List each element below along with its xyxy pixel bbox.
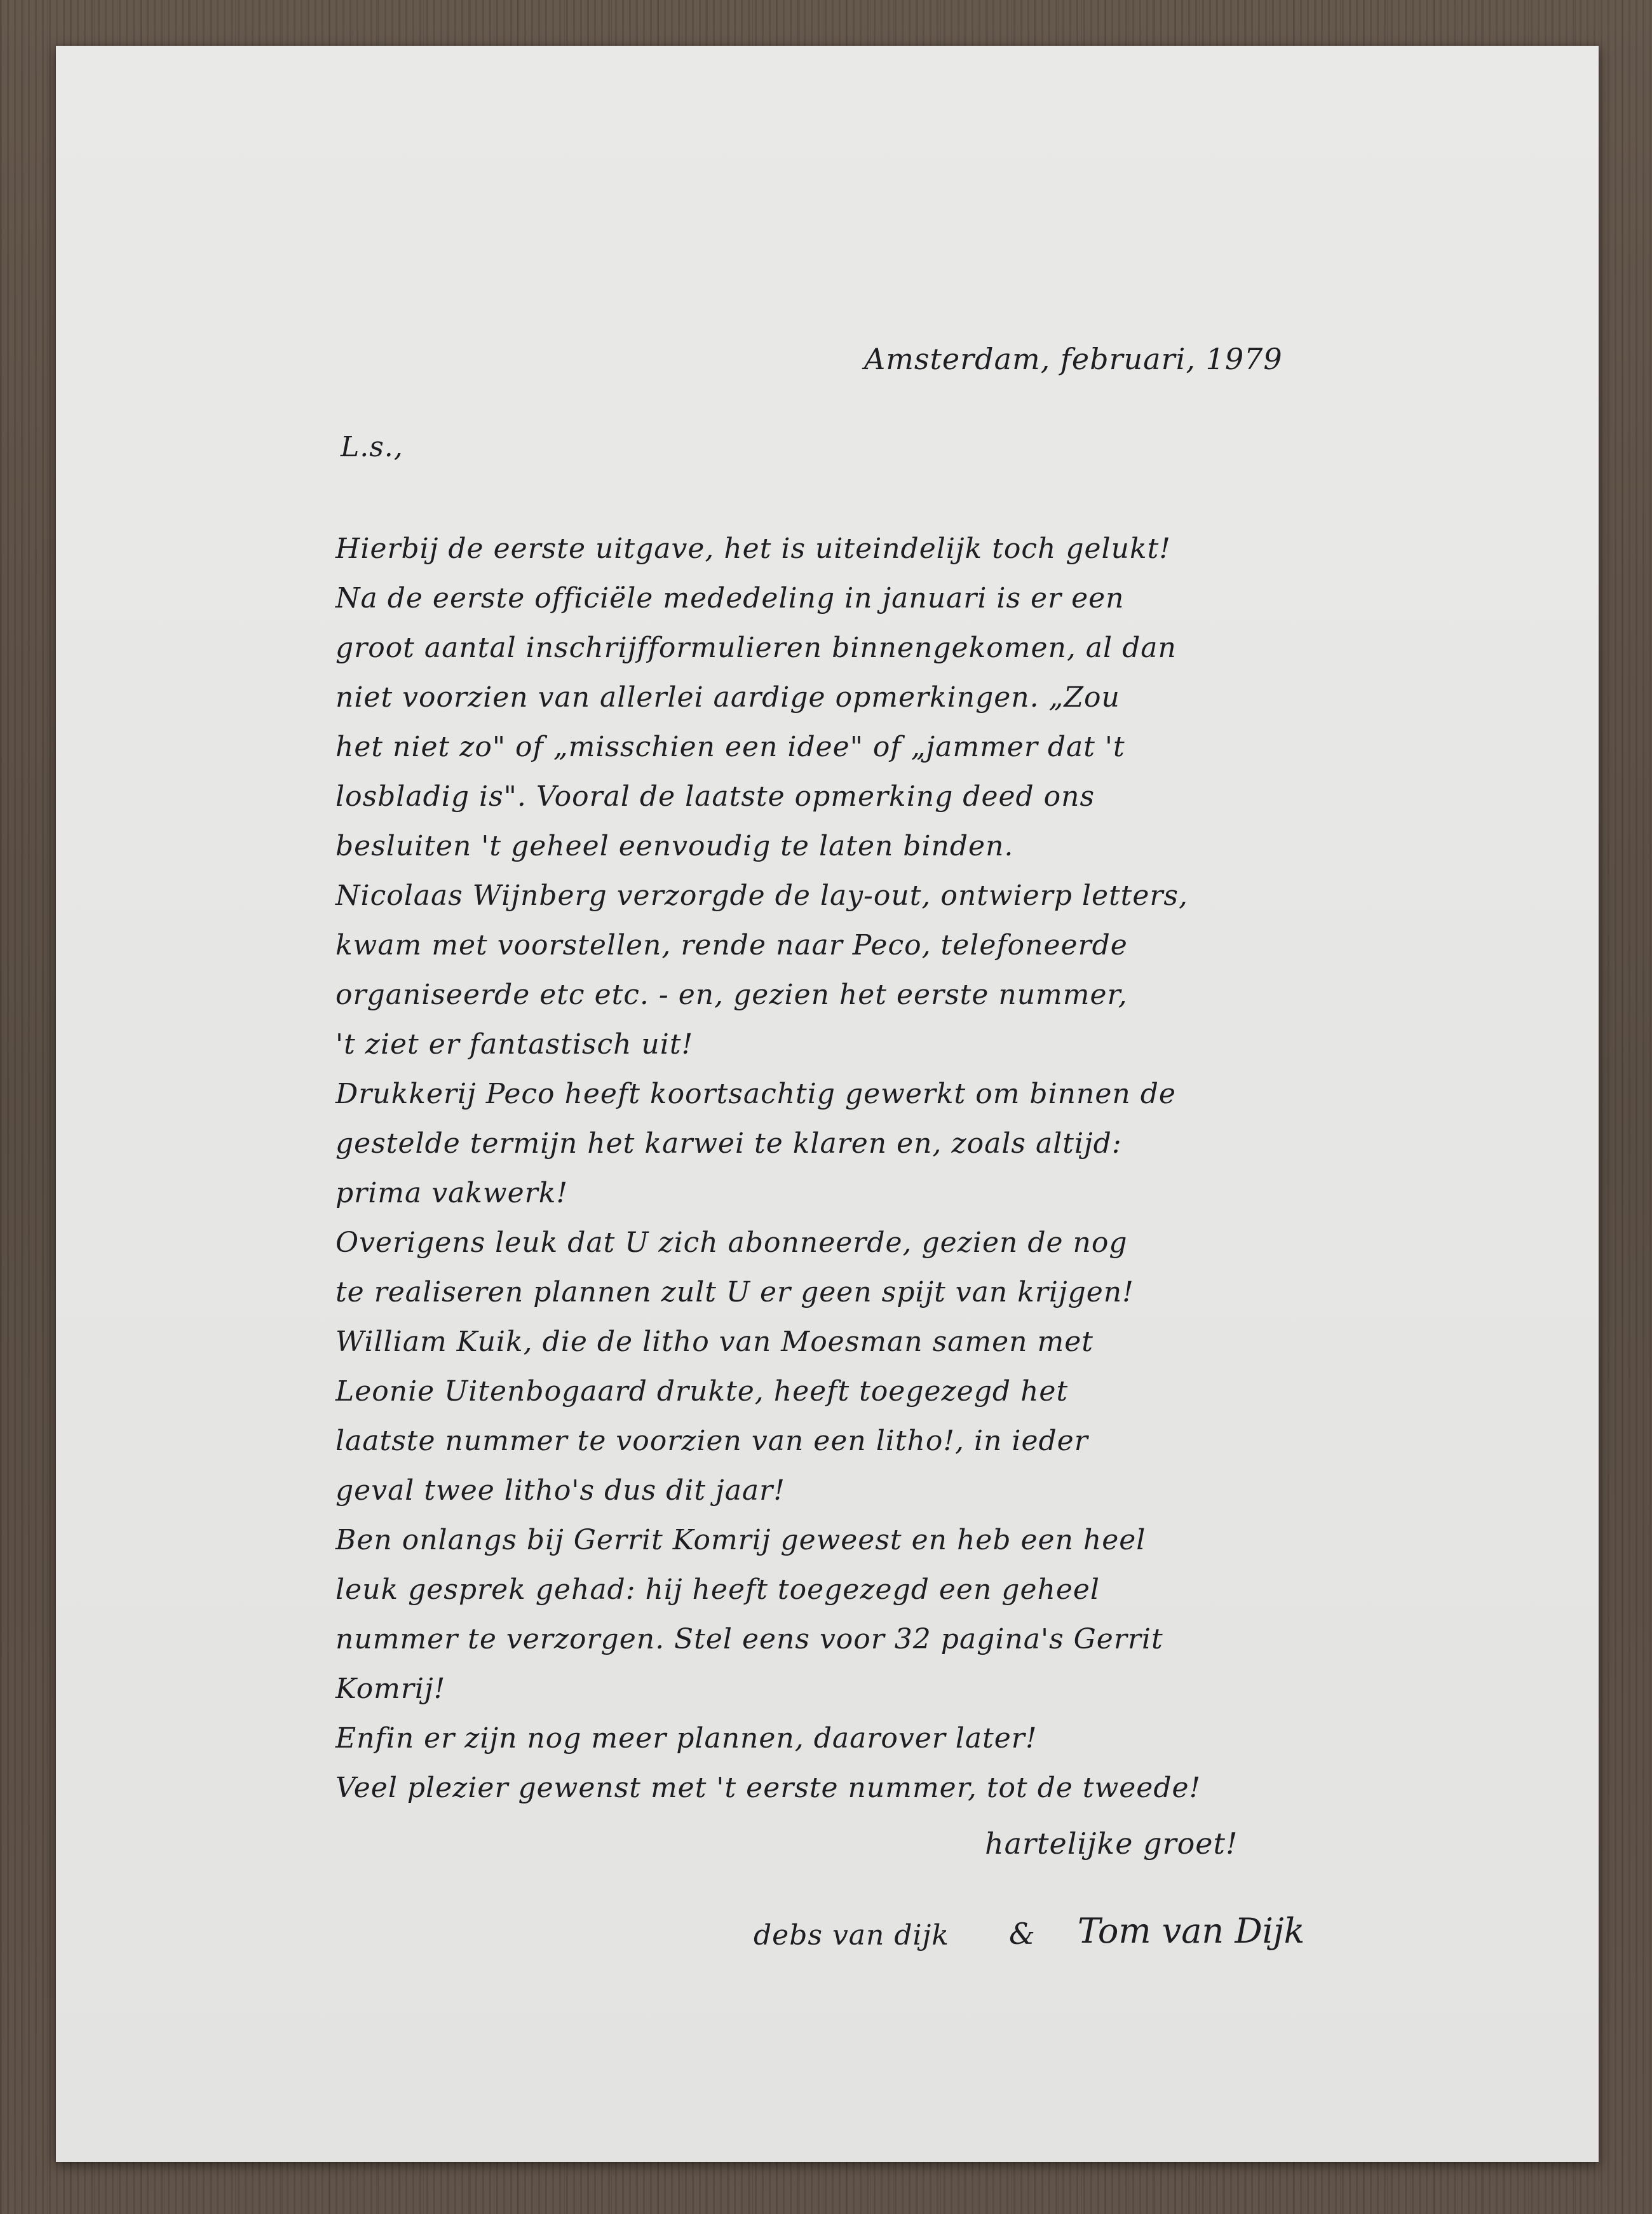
signature-ampersand: & (1009, 1917, 1036, 1951)
letter-line: losbladig is". Vooral de laatste opmerking deed ons (335, 780, 1095, 813)
letter-line: kwam met voorstellen, rende naar Peco, telefoneerde (335, 929, 1128, 961)
letter-line: leuk gesprek gehad: hij heeft toegezegd een geheel (335, 1573, 1100, 1606)
letter-line: organiseerde etc etc. - en, gezien het eerste nummer, (335, 979, 1128, 1011)
letter-line: Veel plezier gewenst met 't eerste nummer, tot de tweede! (335, 1772, 1202, 1804)
letter-line: nummer te verzorgen. Stel eens voor 32 pagina's Gerrit (335, 1623, 1163, 1655)
letter-line: William Kuik, die de litho van Moesman samen met (335, 1326, 1093, 1358)
letter-line: Nicolaas Wijnberg verzorgde de lay-out, ontwierp letters, (335, 879, 1188, 912)
letter-line: te realiseren plannen zult U er geen spijt van krijgen! (335, 1276, 1134, 1308)
signature-first: debs van dijk (754, 1919, 949, 1952)
letter-line: Na de eerste officiële mededeling in januari is er een (335, 582, 1125, 615)
letter-line: Komrij! (335, 1673, 446, 1705)
letter-closing: hartelijke groet! (985, 1826, 1238, 1861)
letter-line: groot aantal inschrijfformulieren binnengekomen, al dan (335, 632, 1177, 664)
letter-paper (56, 46, 1599, 2162)
letter-line: besluiten 't geheel eenvoudig te laten binden. (335, 830, 1014, 862)
letter-line: Overigens leuk dat U zich abonneerde, gezien de nog (335, 1226, 1128, 1259)
letter-line: het niet zo" of „misschien een idee" of „jammer dat 't (335, 731, 1125, 763)
letter-line: Ben onlangs bij Gerrit Komrij geweest en heb een heel (335, 1524, 1146, 1556)
letter-line: Hierbij de eerste uitgave, het is uiteindelijk toch gelukt! (335, 533, 1171, 565)
letter-date: Amsterdam, februari, 1979 (864, 342, 1283, 376)
letter-line: prima vakwerk! (335, 1177, 569, 1209)
letter-line: gestelde termijn het karwei te klaren en, zoals altijd: (335, 1127, 1122, 1160)
letter-line: geval twee litho's dus dit jaar! (335, 1474, 785, 1507)
letter-line: Leonie Uitenbogaard drukte, heeft toegezegd het (335, 1375, 1069, 1408)
letter-line: Enfin er zijn nog meer plannen, daarover later! (335, 1722, 1038, 1755)
letter-line: 't ziet er fantastisch uit! (335, 1028, 694, 1061)
letter-line: niet voorzien van allerlei aardige opmerkingen. „Zou (335, 681, 1120, 714)
letter-line: laatste nummer te voorzien van een litho!, in ieder (335, 1425, 1088, 1457)
letter-line: Drukkerij Peco heeft koortsachtig gewerkt om binnen de (335, 1078, 1176, 1110)
signature-second: Tom van Dijk (1078, 1911, 1305, 1951)
letter-salutation: L.s., (341, 431, 403, 463)
